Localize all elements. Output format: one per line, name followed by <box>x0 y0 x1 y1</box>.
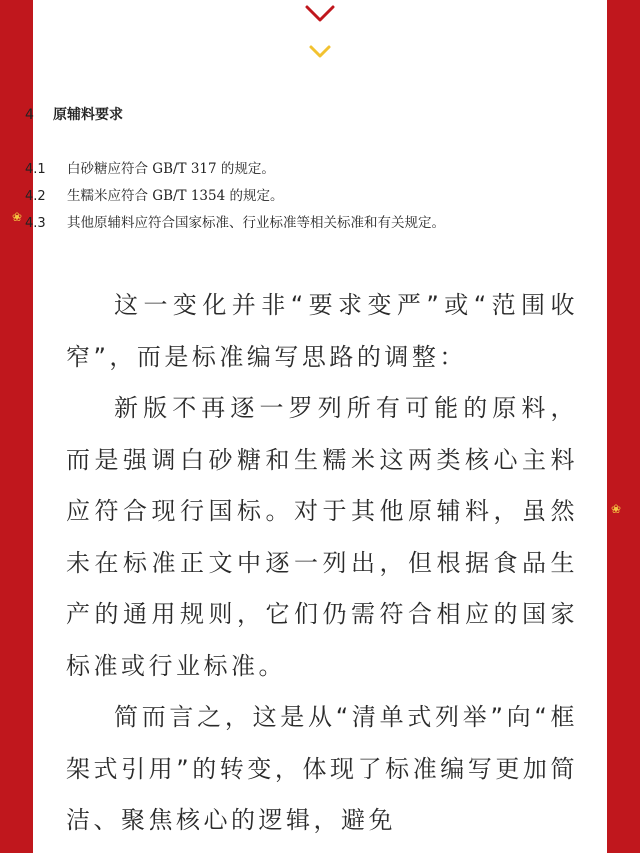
section-heading <box>25 104 570 124</box>
standard-excerpt <box>25 104 570 237</box>
chevron-down-icon <box>308 44 332 60</box>
clause-text: 生糯米应符合 GB/T 1354 的规定。 <box>67 188 284 204</box>
article-paragraph: 这一变化并非“要求变严”或“范围收窄”，而是标准编写思路的调整： <box>66 291 578 371</box>
section-title: 原辅料要求 <box>53 107 123 123</box>
article-body <box>66 280 578 847</box>
clause-text: 白砂糖应符合 GB/T 317 的规定。 <box>67 161 275 177</box>
clause-item <box>25 156 570 183</box>
border-ornament-left: ❀ <box>12 210 23 224</box>
clause-number: 4.2 <box>25 189 46 204</box>
clause-text: 其他原辅料应符合国家标准、行业标准等相关标准和有关规定。 <box>67 215 445 231</box>
chevron-down-icon <box>305 4 335 24</box>
border-ornament-right: ❀ <box>611 502 622 516</box>
clause-number: 4.1 <box>25 162 46 177</box>
clause-item <box>25 210 570 237</box>
section-number: 4 <box>25 107 34 123</box>
clause-item <box>25 183 570 210</box>
article-paragraph: 简而言之，这是从“清单式列举”向“框架式引用”的转变，体现了标准编写更加简洁、聚焦核心的逻辑，避免 <box>66 703 578 834</box>
article-paragraph: 新版不再逐一罗列所有可能的原料，而是强调白砂糖和生糯米这两类核心主料应符合现行国标。对于其他原辅料，虽然未在标准正文中逐一列出，但根据食品生产的通用规则，它们仍需符合相应的国家标准或行业标准。 <box>66 394 578 680</box>
clause-number: 4.3 <box>25 216 46 231</box>
